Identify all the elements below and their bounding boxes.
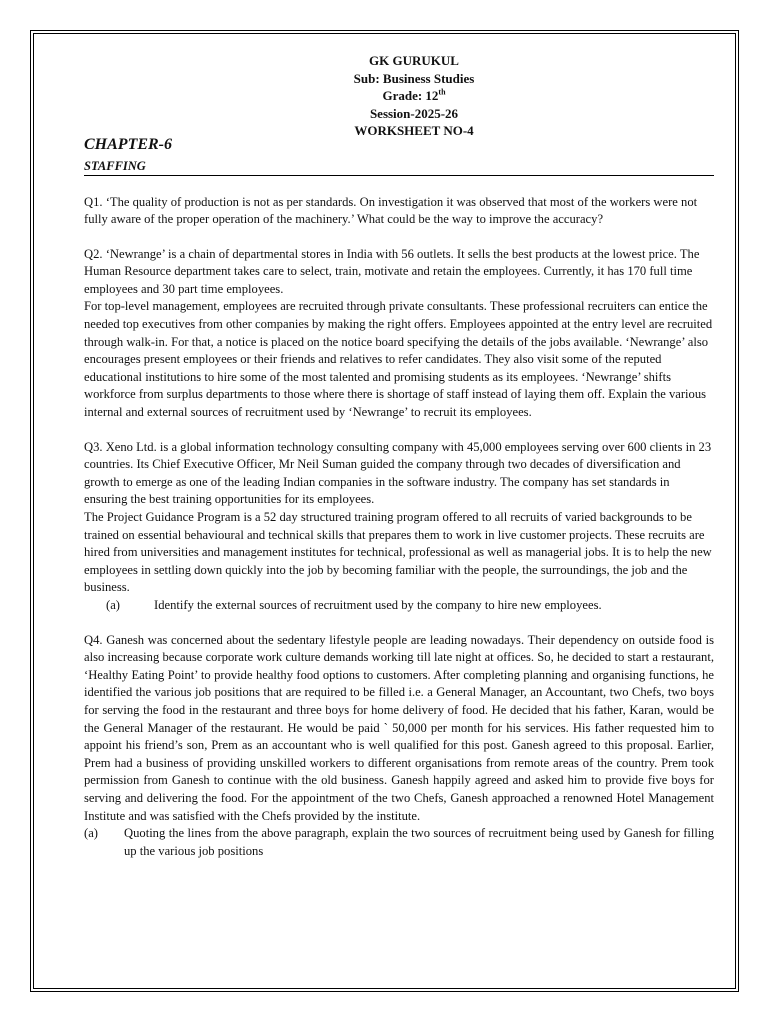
question-4-sub-a: [84, 825, 714, 860]
sub-question-text: Quoting the lines from the above paragraph, explain the two sources of recruitment being used by Ganesh for filling up the various job positions: [124, 826, 714, 858]
chapter-title: CHAPTER-6: [84, 135, 173, 153]
worksheet-page: [84, 52, 714, 860]
school-name: GK GURUKUL: [369, 53, 459, 68]
subject-line: Sub: Business Studies: [353, 70, 475, 86]
worksheet-header: [114, 52, 714, 140]
sub-question-label: (a): [84, 826, 98, 841]
topic-title: STAFFING: [84, 158, 714, 176]
sub-question-label: (a): [106, 597, 120, 612]
question-4-para-1: Q4. Ganesh was concerned about the sedentary lifestyle people are leading nowadays. Their dependency on outside food is also increasing because corporate work culture demands working till late night at offices. So, he decided to start a restaurant, ‘Healthy Eating Point’ to provide healthy food options to customers. After completing planning and organising functions, he identified the various job positions that are required to be filled i.e. a General Manager, an Accountant, two Chefs, two boys for serving the food in the restaurant and three boys for home delivery of food. He decided that his father, Karan, would be the General Manager of the restaurant. He would be paid ` 50,000 per month for his services. His father requested him to appoint his friend’s son, Prem as an accountant who is well qualified for this post. Ganesh agreed to this proposal. Earlier, Prem had a business of providing unskilled workers to different organisations from remote areas of the country. Prem took permission from Ganesh to continue with the old business. Ganesh happily agreed and asked him to provide five boys for serving and delivering the food. For the appointment of the two Chefs, Ganesh approached a renowned Hotel Management Institute and was satisfied with the Chefs provided by the institute.: [84, 632, 714, 823]
grade-line: [114, 87, 714, 105]
sub-question-text: Identify the external sources of recruitment used by the company to hire new employees.: [154, 597, 602, 612]
session-line: Session-2025-26: [369, 105, 459, 121]
grade-text: Grade: 12: [382, 88, 439, 103]
question-1: Q1. ‘The quality of production is not as per standards. On investigation it was observed that most of the workers were not fully aware of the proper operation of the machinery.’ What could be the way to improve the accuracy?: [84, 194, 698, 227]
question-3-para-2: The Project Guidance Program is a 52 day structured training program offered to all recruits of varied backgrounds to be trained on essential behavioural and technical skills that prepares them to work in live customer projects. These recruits are hired from universities and management institutes for technical, professional as well as managerial jobs. It is to help the new employees in settling down quickly into the job by becoming familiar with the people, the surroundings, the job and the business.: [84, 510, 712, 595]
question-3-para-1: Q3. Xeno Ltd. is a global information technology consulting company with 45,000 employees serving over 600 clients in 23 countries. Its Chief Executive Officer, Mr Neil Suman guided the company through two decades of diversification and growth to emerge as one of the leading Indian companies in the software industry. The company has set standards in ensuring the best training opportunities for its employees.: [84, 439, 712, 507]
question-3-sub-a: [84, 597, 714, 615]
question-2-para-2: For top-level management, employees are recruited through private consultants. These professional recruiters can entice the needed top executives from other companies by making the right offers. Employees appointed at the entry level are recruited through walk-in. For that, a notice is placed on the notice board specifying the details of the jobs available. ‘Newrange’ also encourages present employees or their friends and relatives to refer candidates. They also visit some of the reputed educational institutions to hire some of the most talented and promising students as its employees. ‘Newrange’ shifts workforce from surplus departments to those where there is shortage of staff instead of laying them off. Explain the various internal and external sources of recruitment used by ‘Newrange’ to recruit its employees.: [84, 299, 713, 420]
worksheet-number: WORKSHEET NO-4: [354, 123, 474, 138]
question-2-para-1: Q2. ‘Newrange’ is a chain of departmental stores in India with 56 outlets. It sells the best products at the lowest price. The Human Resource department takes care to select, train, motivate and retain the employees. Currently, it has 170 full time employees and 30 part time employees.: [84, 246, 700, 296]
grade-superscript: th: [438, 87, 446, 97]
